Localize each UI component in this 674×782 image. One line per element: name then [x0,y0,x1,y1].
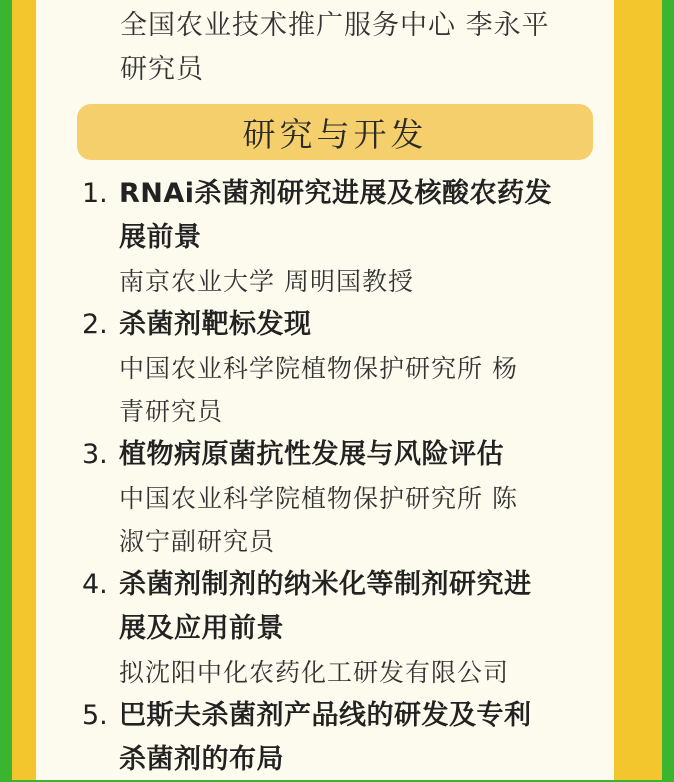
item-number: 5. [82,700,108,731]
list-item [82,694,592,782]
item-number: 3. [82,439,108,470]
item-title: 展前景 [119,222,202,253]
item-author: 青研究员 [119,397,224,426]
item-number: 4. [82,569,108,600]
topic-list [82,172,592,782]
list-item [82,563,592,694]
item-title: 杀菌剂靶标发现 [119,309,312,340]
item-number: 1. [82,178,108,209]
list-item [82,303,592,433]
intro-author [120,4,600,92]
item-title: 植物病原菌抗性发展与风险评估 [119,439,504,470]
item-title: 展及应用前景 [119,613,284,644]
item-title: 杀菌剂制剂的纳米化等制剂研究进 [119,569,532,600]
item-author: 南京农业大学 周明国教授 [119,267,414,296]
intro-line: 全国农业技术推广服务中心 李永平 [120,10,550,41]
section-banner [77,104,593,160]
item-title: 巴斯夫杀菌剂产品线的研发及专利 [119,700,532,731]
intro-line: 研究员 [120,54,204,85]
list-item [82,433,592,563]
item-author: 淑宁副研究员 [119,527,276,556]
item-author: 中国农业科学院植物保护研究所 陈 [119,484,518,513]
section-title: 研究与开发 [242,114,428,154]
item-author: 中国农业科学院植物保护研究所 杨 [119,354,518,383]
item-title: RNAi杀菌剂研究进展及核酸农药发 [119,178,553,209]
list-item [82,172,592,303]
item-author: 拟沈阳中化农药化工研发有限公司 [119,658,510,687]
item-number: 2. [82,309,108,340]
item-title: 杀菌剂的布局 [119,744,284,775]
